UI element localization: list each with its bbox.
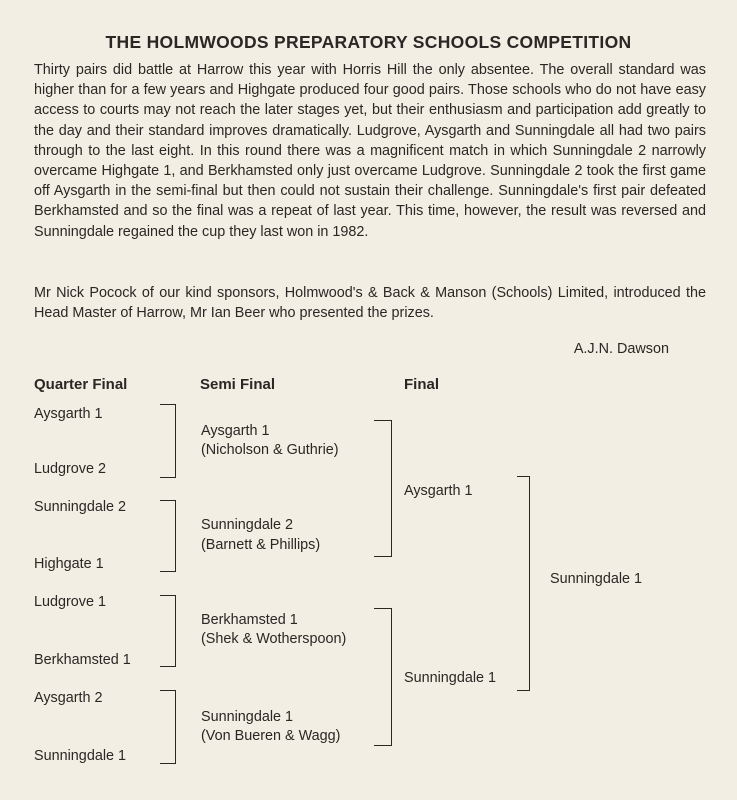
quarter-final-team: Highgate 1 (34, 556, 104, 572)
article-title: THE HOLMWOODS PREPARATORY SCHOOLS COMPETITION (105, 32, 632, 52)
bracket-line-quarter (160, 404, 176, 478)
bracket-line-quarter (160, 690, 176, 764)
quarter-final-team: Ludgrove 1 (34, 594, 107, 610)
semi-final-players: (Shek & Wotherspoon) (201, 631, 347, 647)
quarter-final-team: Aysgarth 2 (34, 690, 103, 706)
heading-quarter-final: Quarter Final (34, 376, 128, 393)
bracket-line-semi (374, 608, 392, 746)
bracket-line-quarter (160, 595, 176, 667)
quarter-final-team: Ludgrove 2 (34, 461, 107, 477)
article-paragraph-2: Mr Nick Pocock of our kind sponsors, Holmwood's & Back & Manson (Schools) Limited, introduced the Head Master of Harrow, Mr Ian Beer who presented the prizes. (34, 285, 706, 322)
semi-final-players: (Von Bueren & Wagg) (201, 728, 341, 744)
heading-semi-final: Semi Final (200, 376, 276, 393)
article-paragraph-1: Thirty pairs did battle at Harrow this year with Horris Hill the only absentee. The overall standard was higher than for a few years and Highgate produced four good pairs. Those schools who do not have easy access to courts may not reach the later stages yet, but their enthusiasm and participation add greatly to the day and their standard improves dramatically. Ludgrove, Aysgarth and Sunningdale all had two pairs through to the last eight. In this round there was a magnificent match in which Sunningdale 2 narrowly overcame Highgate 1, and Berkhamsted only just overcame Ludgrove. Sunningdale 2 took the first game off Aysgarth in the semi-final but then could not sustain their challenge. Sunningdale's first pair defeated Berkhamsted and so the final was a repeat of last year. This time, however, the result was reversed and Sunningdale regained the cup they last won in 1982. (34, 62, 706, 240)
bracket-line-final (517, 476, 530, 691)
quarter-final-team: Berkhamsted 1 (34, 652, 131, 668)
semi-final-players: (Nicholson & Guthrie) (201, 442, 339, 458)
bracket-line-quarter (160, 500, 176, 572)
finalist-team: Sunningdale 1 (404, 670, 497, 686)
author-signature: A.J.N. Dawson (573, 341, 669, 357)
winner-team: Sunningdale 1 (550, 571, 643, 587)
semi-final-players: (Barnett & Phillips) (201, 537, 321, 553)
semi-final-team: Sunningdale 1 (201, 709, 294, 725)
quarter-final-team: Aysgarth 1 (34, 406, 103, 422)
quarter-final-team: Sunningdale 1 (34, 748, 127, 764)
semi-final-team: Berkhamsted 1 (201, 612, 298, 628)
semi-final-team: Aysgarth 1 (201, 423, 270, 439)
finalist-team: Aysgarth 1 (404, 483, 473, 499)
semi-final-team: Sunningdale 2 (201, 517, 294, 533)
quarter-final-team: Sunningdale 2 (34, 499, 127, 515)
heading-final: Final (404, 376, 440, 393)
bracket-line-semi (374, 420, 392, 557)
